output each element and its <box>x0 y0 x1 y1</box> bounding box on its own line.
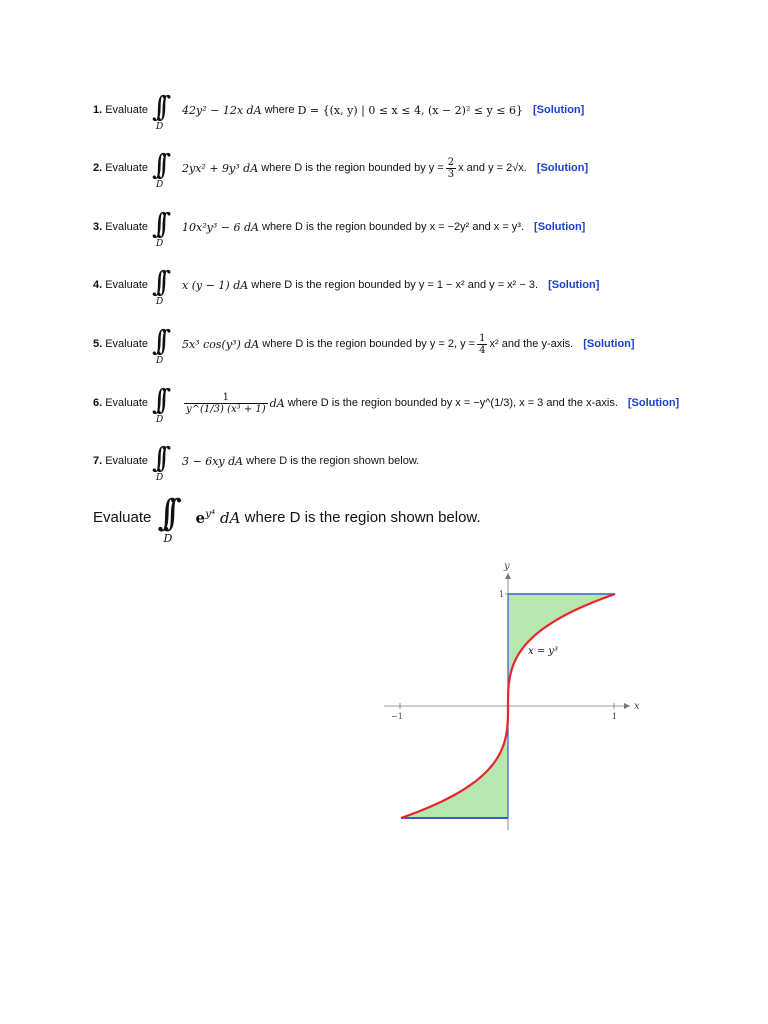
x-axis-arrow <box>624 703 630 709</box>
x-tick-label-pos: 1 <box>612 712 618 721</box>
figure-problem <box>93 493 481 545</box>
problem-6 <box>93 383 680 425</box>
connector: where <box>264 104 295 116</box>
region-condition: D = {(x, y) | 0 ≤ x ≤ 4, (x − 2)² ≤ y ≤ 6} <box>297 103 523 117</box>
double-integral-sign: ∫∫ D <box>152 90 164 132</box>
problem-verb: Evaluate <box>105 162 148 174</box>
region-condition: D is the region shown below. <box>279 455 420 467</box>
x-tick-label-neg: −1 <box>391 712 403 721</box>
problem-verb: Evaluate <box>93 508 152 526</box>
fraction: $\frac{1}{4}$ <box>479 332 486 356</box>
region-graph <box>360 555 660 845</box>
integrand: x (y − 1) dA <box>182 278 249 292</box>
connector: where <box>246 455 277 467</box>
problem-4 <box>93 265 600 307</box>
solution-link-3[interactable]: [Solution] <box>534 221 586 233</box>
integrand: dA <box>269 396 285 410</box>
y-axis-label: y <box>504 561 510 572</box>
region-condition: D is the region bounded by y = 1 − x² and y = x² − 3. <box>284 279 539 291</box>
problem-number: 3. <box>93 221 103 233</box>
solution-link-1[interactable]: [Solution] <box>532 104 585 116</box>
connector: where <box>251 279 282 291</box>
problem-5 <box>93 324 635 366</box>
problem-verb: Evaluate <box>105 455 148 467</box>
connector: where <box>261 162 292 174</box>
region-condition: D is the region bounded by x = −y^(1/3), x = 3 and the x-axis. <box>320 397 618 409</box>
connector: where <box>262 338 293 350</box>
solution-link-5[interactable]: [Solution] <box>583 338 635 350</box>
shaded-region-lower <box>401 706 508 818</box>
fraction: $\frac{2}{3}$ <box>447 156 455 180</box>
double-integral-sign: ∫∫ D <box>157 493 173 545</box>
problem-verb: Evaluate <box>105 338 148 350</box>
problem-verb: Evaluate <box>105 279 148 291</box>
problem-number: 2. <box>93 162 103 174</box>
problem-number: 5. <box>93 338 103 350</box>
integrand: 3 − 6xy dA <box>182 454 244 468</box>
region-condition-tail: x² and the y-axis. <box>489 338 574 350</box>
integrand: 5x³ cos(y³) dA <box>182 337 260 351</box>
problem-3 <box>93 207 586 249</box>
solution-link-2[interactable]: [Solution] <box>536 162 589 174</box>
x-axis-label: x <box>634 701 640 712</box>
shaded-region-upper <box>508 594 615 706</box>
y-tick-label-pos: 1 <box>499 590 505 599</box>
solution-link-4[interactable]: [Solution] <box>548 279 600 291</box>
region-condition-tail: x and y = 2√x. <box>458 162 527 174</box>
integrand: 2yx² + 9y³ dA <box>182 161 259 175</box>
double-integral-sign: ∫∫ D <box>152 148 164 190</box>
connector: where <box>262 221 292 233</box>
problem-2 <box>93 148 589 190</box>
problem-number: 6. <box>93 397 103 409</box>
curve-label: x = y³ <box>528 646 559 657</box>
region-condition: D is the region bounded by y = <box>294 162 444 174</box>
problem-number: 7. <box>93 455 103 467</box>
y-axis-arrow <box>505 573 511 579</box>
problem-number: 4. <box>93 279 103 291</box>
connector: where <box>287 397 318 409</box>
region-condition: where D is the region shown below. <box>244 508 481 526</box>
double-integral-sign: ∫∫ D <box>152 383 164 425</box>
problem-number: 1. <box>93 104 103 116</box>
region-condition: D is the region bounded by y = 2, y = <box>295 338 476 350</box>
double-integral-sign: ∫∫ D <box>152 441 164 483</box>
double-integral-sign: ∫∫ D <box>152 207 164 249</box>
integrand: $e^{y^4}$ dA <box>195 507 241 527</box>
problem-verb: Evaluate <box>105 221 148 233</box>
solution-link-6[interactable]: [Solution] <box>627 397 680 409</box>
problem-verb: Evaluate <box>105 397 148 409</box>
problem-1 <box>93 90 585 132</box>
integrand: 10x²y³ − 6 dA <box>182 220 259 234</box>
integrand: 42y² − 12x dA <box>182 103 262 117</box>
region-condition: D is the region bounded by x = −2y² and x = y³. <box>295 221 525 233</box>
double-integral-sign: ∫∫ D <box>152 324 164 366</box>
problem-7 <box>93 441 420 483</box>
integrand-fraction: $\frac{1}{\text{y\textasciicircum{}(1/3) (x³ + 1)}}$ <box>186 391 266 415</box>
problem-verb: Evaluate <box>105 104 148 116</box>
double-integral-sign: ∫∫ D <box>152 265 164 307</box>
